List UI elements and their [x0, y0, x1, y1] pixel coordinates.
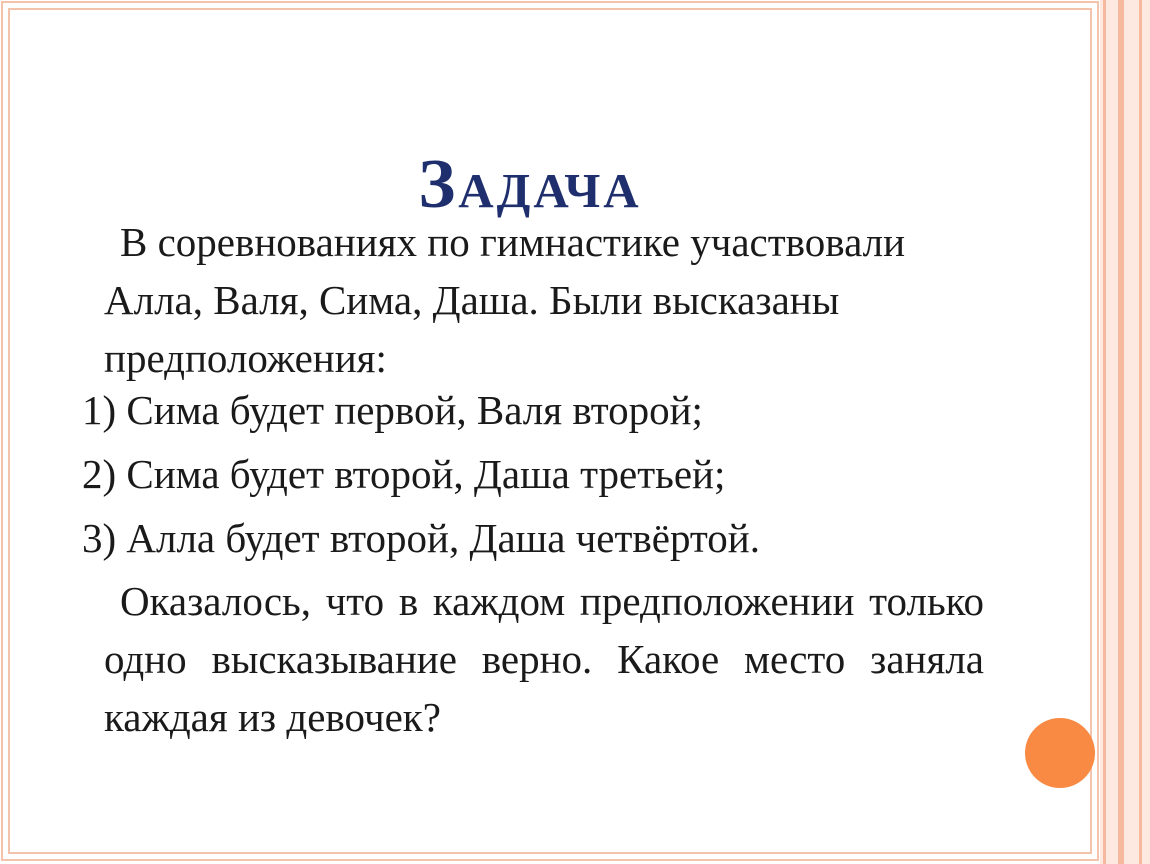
decorative-stripe — [1118, 0, 1124, 864]
assumption-1: 1) Сима будет первой, Валя второй; — [82, 387, 703, 433]
orange-circle-decoration — [1025, 718, 1095, 788]
assumption-2: 2) Сима будет второй, Даша третьей; — [82, 451, 726, 497]
problem-intro: В соревнованиях по гимнастике участвовали Алла, Валя, Сима, Даша. Были высказаны предположения: — [104, 219, 906, 381]
decorative-stripe — [1139, 0, 1142, 864]
assumption-3: 3) Алла будет второй, Даша четвёртой. — [82, 515, 760, 561]
decorative-stripe — [1103, 0, 1106, 864]
problem-question: Оказалось, что в каждом предположении только одно высказывание верно. Какое место заняла каждая из девочек? — [104, 578, 984, 740]
right-decorative-band — [1100, 0, 1150, 864]
slide-title: Задача — [418, 145, 642, 223]
